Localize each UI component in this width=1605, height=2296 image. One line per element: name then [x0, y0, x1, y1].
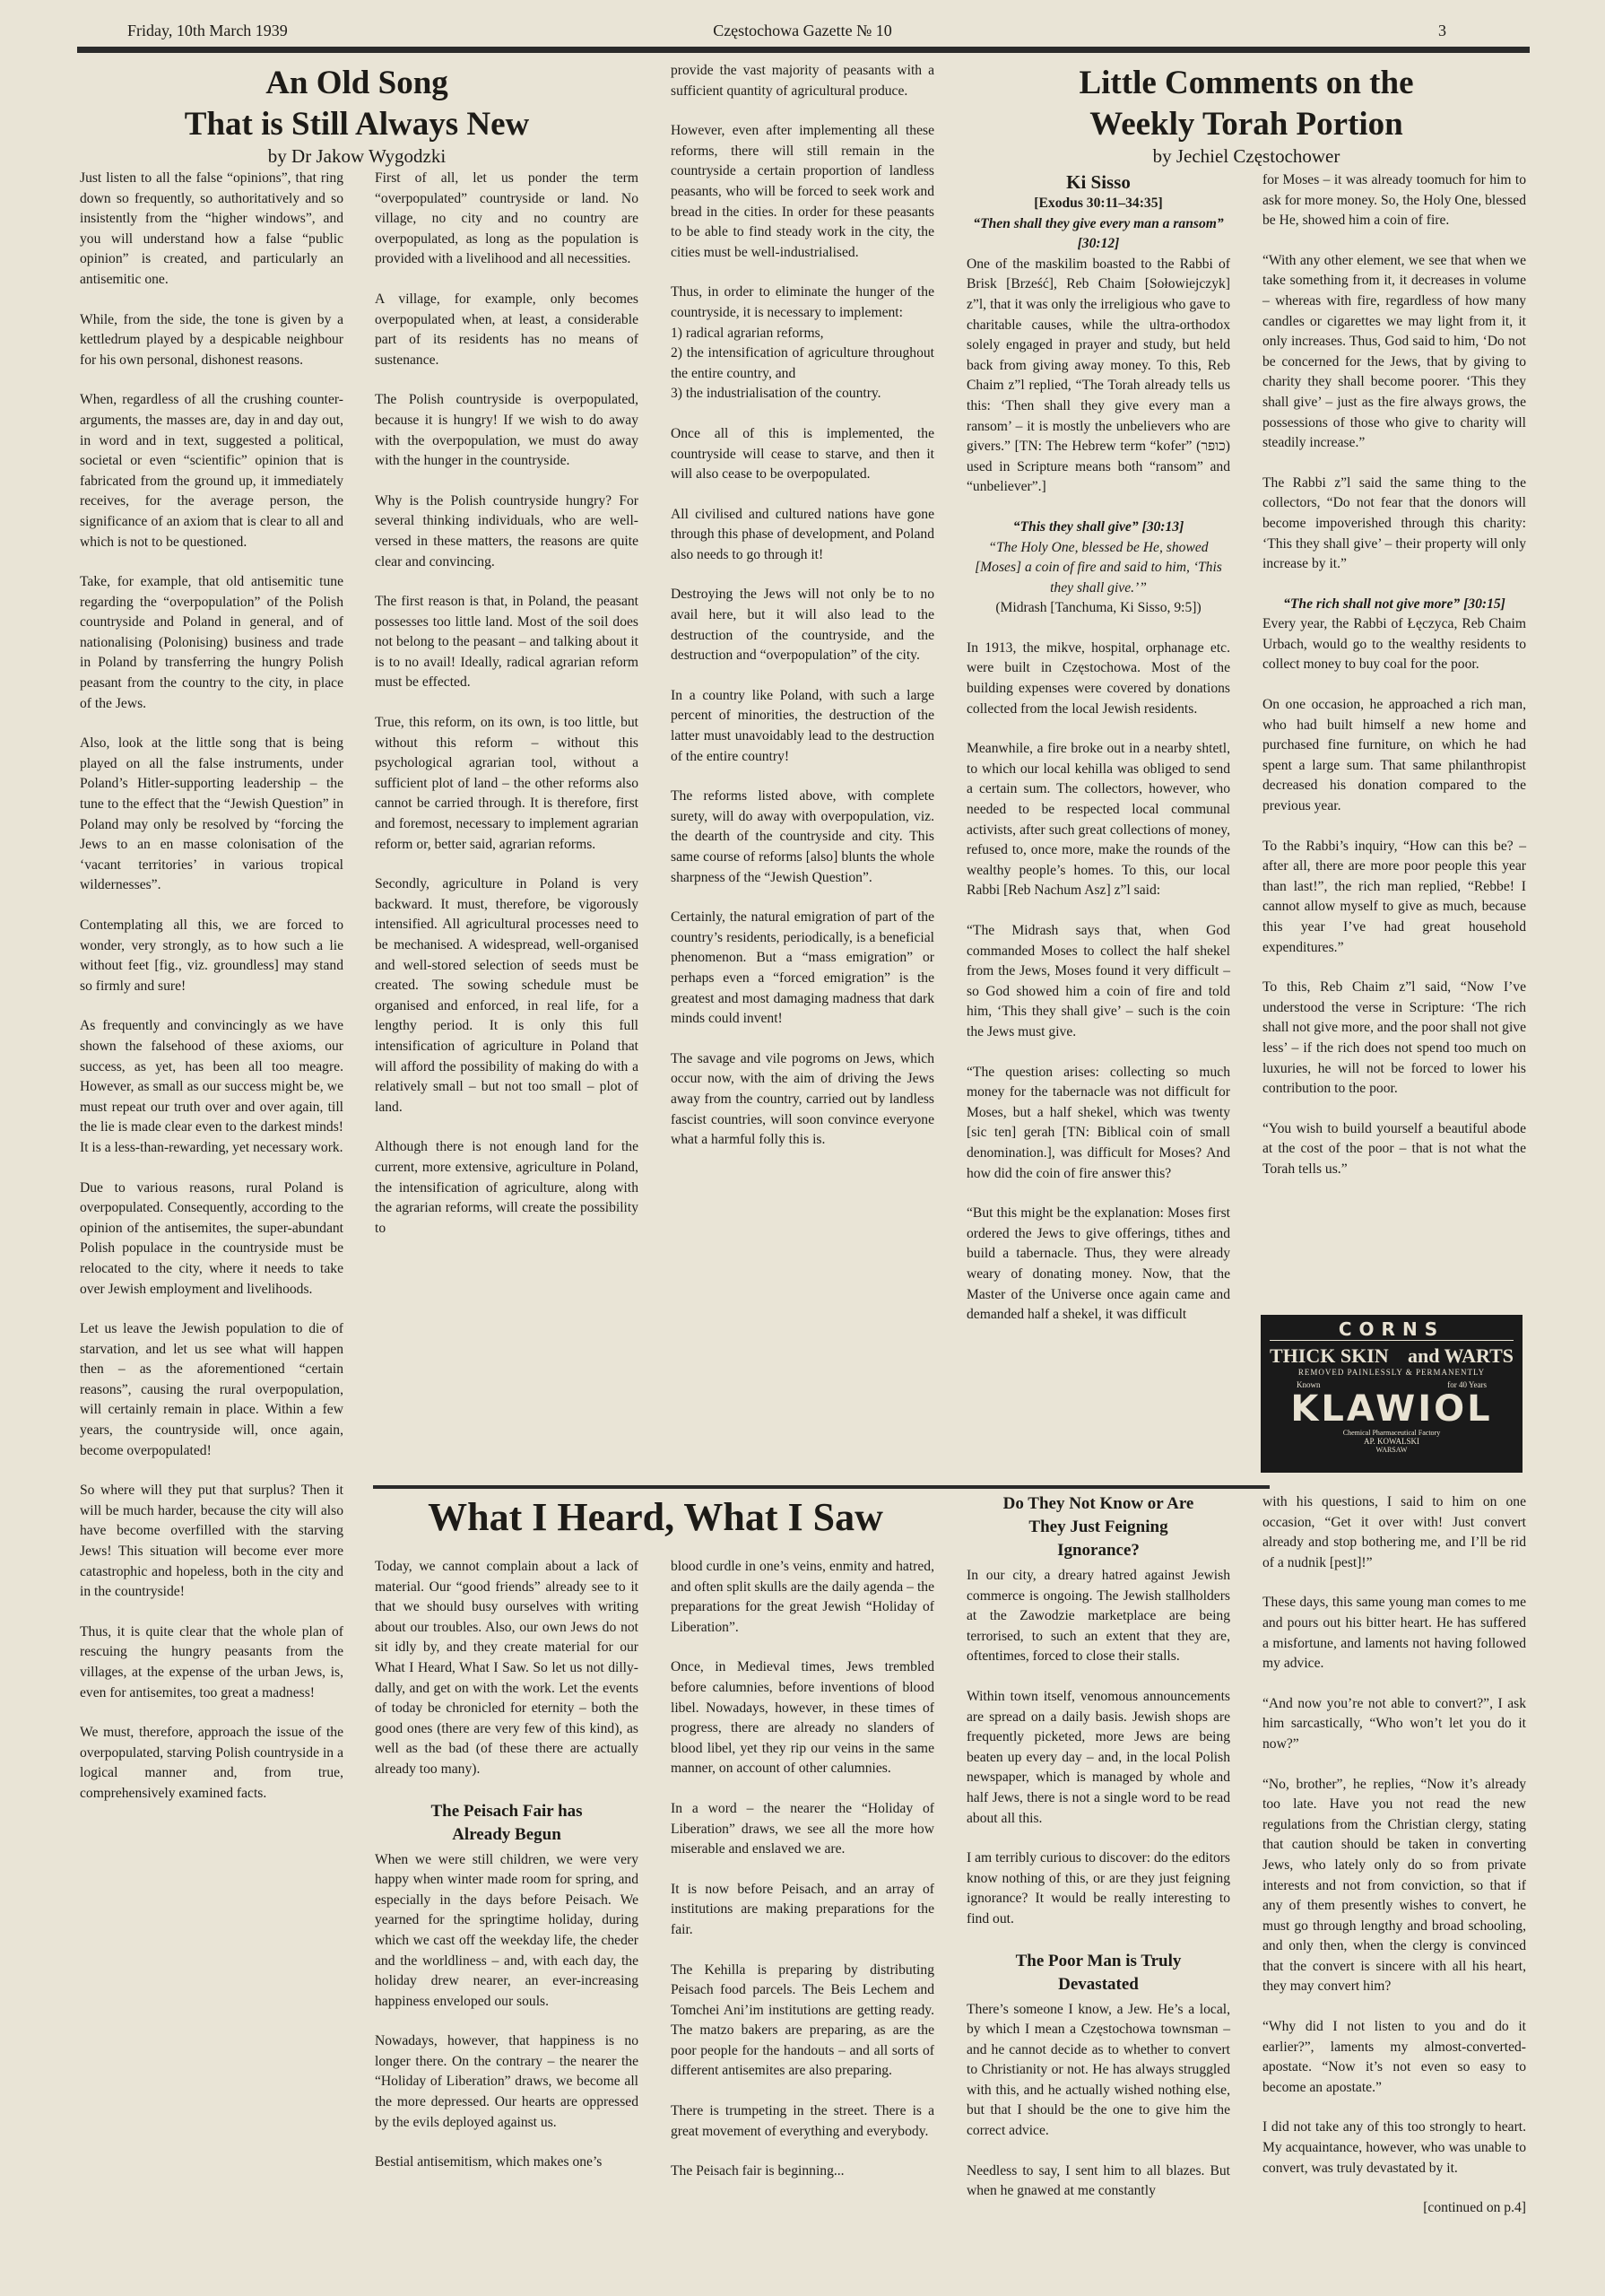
paragraph: Meanwhile, a fire broke out in a nearby shtetl, to which our local kehilla was obliged to send a certain sum. The collectors, however, who needed to be respected local communal activists, after such great collections of money, refused to, once more, make the rounds of the wealthy people’s homes. To this, our local Rabbi [Reb Nachum Asz] z”l said:: [967, 741, 1230, 899]
paragraph: We must, therefore, approach the issue of the overpopulated, starving Polish countryside in a logical manner and, from true, comprehensively examined facts.: [80, 1725, 343, 1801]
paragraph: All civilised and cultured nations have gone through this phase of development, and Poland also needs to go through it!: [671, 506, 934, 562]
article2-byline: by Jechiel Częstochower: [1152, 145, 1340, 167]
paragraph: As frequently and convincingly as we have shown the falsehood of these axioms, our success, as yet, has been all too meagre. However, as small as our success might be, we must repeat our truth over and over again, till the lie is made clear even to the darkest minds! It is a less-than-rewarding, yet necessary work.: [80, 1018, 343, 1155]
article2-column-1: [967, 170, 1230, 1345]
article3-column-2: [671, 1557, 934, 2202]
paragraph: Why is the Polish countryside hungry? For several thinking individuals, who are well-versed in these matters, the reasons are quite clear and convincing.: [375, 492, 638, 570]
paragraph: So where will they put that surplus? Then it will be much harder, because the city will also have become overfilled with the starving Jews! This situation will become ever more catastrophic and hopeless, both in the city and in the countryside!: [80, 1483, 343, 1600]
ad-thick-skin: THICK SKIN: [1270, 1344, 1389, 1367]
paragraph: “But this might be the explanation: Moses first ordered the Jews to give offerings, tithes and build a tabernacle. Thus, they were already weary of donating money. Now, that the Master of the Universe once again came and demanded half a shekel, it was difficult: [967, 1205, 1230, 1323]
header-date: Friday, 10th March 1939: [127, 22, 288, 39]
paragraph: To the Rabbi’s inquiry, “How can this be? – after all, there are more poor people this year than last!”, the rich man replied, “Rebbe! I cannot allow myself to give as much, because this year I’ve had great household expenditures.”: [1262, 838, 1526, 955]
paragraph: Thus, it is quite clear that the whole plan of rescuing the hungry peasants from the villages, at the expense of the urban Jews, is, even for antisemites, too great a madness!: [80, 1623, 343, 1700]
ad-corns: CORNS: [1270, 1318, 1514, 1341]
paragraph: Secondly, agriculture in Poland is very backward. It must, therefore, be vigorously intensified. All agricultural processes need to be mechanised. A widespread, well-organised and well-stored selection of seeds must be created. The sowing schedule must be organised and enforced, in real life, for a lengthy period. It is only this full intensification of agriculture in Poland that will afford the possibility of making do with a relatively small – but not too small – plot of land.: [375, 876, 638, 1115]
paragraph: On one occasion, he approached a rich man, who had built himself a new home and purchased fine furniture, on which he had spent a large sum. That same philanthropist decreased his donation compared to the previous year.: [1262, 697, 1526, 814]
paragraph: It is now before Peisach, and an array of institutions are making preparations for the fair.: [671, 1881, 934, 1937]
midrash-source: (Midrash [Tanchuma, Ki Sisso, 9:5]): [995, 600, 1202, 616]
continued-note: [continued on p.4]: [1423, 2200, 1526, 2216]
paragraph: Once, in Medieval times, Jews trembled before calumnies, before inventions of blood libel. Nowadays, however, in these times of progress, there are already no slanders of blood libel, yet they rip our veins in the same manner, on account of other calumnies.: [671, 1659, 934, 1777]
article2-title-line2: Weekly Torah Portion: [1089, 106, 1403, 143]
article3-column-4: [1262, 1492, 1526, 2219]
paragraph: “With any other element, we see that when we take something from it, it decreases in volume – whereas with fire, regardless of how many candles or cigarettes we may light from it, it only increases. Thus, God said to him, ‘Do not be concerned for the Jews, that by giving to charity they shall become poorer. ‘This they shall give’ – just as the fire always grows, the possessions of those who give to charity will steadily increase.”: [1262, 252, 1526, 451]
paragraph: The Kehilla is preparing by distributing Peisach food parcels. The Beis Lechem and Tomchei Ani’im institutions are getting ready. The matzo bakers are preparing, as are the poor people for the handouts – and all sorts of different antisemites are also preparing.: [671, 1961, 934, 2079]
bottom-section-rule: [373, 1485, 1270, 1489]
article1-byline: by Dr Jakow Wygodzki: [267, 145, 447, 167]
paragraph: While, from the side, the tone is given by a kettledrum played by a despicable neighbour for his own personal, dishonest reasons.: [80, 311, 343, 368]
paragraph: A village, for example, only becomes overpopulated when, at least, a considerable part of its residents has no means of sustenance.: [375, 291, 638, 368]
paragraph: Due to various reasons, rural Poland is overpopulated. Consequently, according to the opinion of the antisemites, the super-abundant Polish populace in the countryside must be relocated to the city, where it needs to take over Jewish employment and livelihoods.: [80, 1179, 343, 1297]
paragraph: In 1913, the mikve, hospital, orphanage etc. were built in Częstochowa. Most of the building expenses were covered by donations collected from the local Jewish residents.: [967, 639, 1230, 717]
paragraph: 1) radical agrarian reforms,: [671, 325, 824, 341]
paragraph: One of the maskilim boasted to the Rabbi of Brisk [Brześć], Reb Chaim [Sołowiejczyk] z”l, that it was only the irreligious who gave to charitable causes, while the ultra-orthodox solely engaged in prayer and study, but held back from giving away money. To this, Reb Chaim z”l replied, “The Torah already tells us this: ‘Then shall they give every man a ransom’ – it is mostly the unbelievers who are givers.” [TN: The Hebrew term “kofer” (כופר) used in Scripture means both “ransom” and “unbeliever”.]: [967, 256, 1230, 495]
peisach-fair-subheading: The Peisach Fair has Already Begun: [430, 1801, 583, 1844]
paragraph: Needless to say, I sent him to all blazes. But when he gnawed at me constantly: [967, 2162, 1230, 2199]
paragraph: However, even after implementing all these reforms, there will still remain in the countryside a certain proportion of landless peasants, who will be forced to seek work and bread in the cities. In order for these peasants to be able to find steady work in the city, the cities must be well-industrialised.: [671, 123, 934, 260]
paragraph: Every year, the Rabbi of Łęczyca, Reb Chaim Urbach, would go to the wealthy residents to collect money to buy coal for the poor.: [1262, 616, 1526, 673]
paragraph: Today, we cannot complain about a lack of material. Our “good friends” already see to it that we should busy ourselves with writing about our troubles. Also, our own Jews do not sit idly by, and they create material for our What I Heard, What I Saw. So let us not dilly-dally, and get on with the work. Let the events of today be chronicled for eternity – both the good ones (there are very few of this kind), as well as the bad (of these there are actually already too many).: [375, 1559, 638, 1777]
paragraph: In a country like Poland, with such a large percent of minorities, the destruction of the latter must unavoidably lead to the destruction of the entire country!: [671, 687, 934, 764]
paragraph: provide the vast majority of peasants with a sufficient quantity of agricultural produce.: [671, 63, 934, 99]
header-page-number: 3: [1438, 22, 1446, 39]
paragraph: The reforms listed above, with complete surety, will do away with overpopulation, viz. the dearth of the countryside and city. This same course of reforms [also] blunts the whole sharpness of the “Jewish Question”.: [671, 788, 934, 885]
paragraph: Within town itself, venomous announcements are spread on a daily basis. Jewish shops are frequently picketed, more Jews are being beaten up every day – and, in the local Polish newspaper, which is managed by whole and half Jews, there is not a single word to be read about all this.: [967, 1688, 1230, 1826]
paragraph: Let us leave the Jewish population to die of starvation, and let us see what will happen then – as the aforementioned “certain reasons”, causing the rural overpopulation, will certainly remain in place. Within a few years, the countryside will, once again, become overpopulated!: [80, 1321, 343, 1458]
midrash-quote: “The Holy One, blessed be He, showed [Moses] a coin of fire and said to him, ‘This they shall give.’”: [975, 539, 1222, 596]
paragraph: Certainly, the natural emigration of part of the country’s residents, periodically, is a beneficial phenomenon. But a “mass emigration” or perhaps even a “forced emigration” is the greatest and most damaging madness that dark minds could invent!: [671, 909, 934, 1027]
paragraph: blood curdle in one’s veins, enmity and hatred, and often split skulls are the daily agenda – the preparations for the great Jewish “Holiday of Liberation”.: [671, 1559, 934, 1635]
paragraph: The savage and vile pogroms on Jews, which occur now, with the aim of driving the Jews away from the country, carried out by landless fascist countries, will soon convince everyone what a harmful folly this is.: [671, 1050, 934, 1148]
paragraph: Contemplating all this, we are forced to wonder, very strongly, as to how such a lie without feet [fig., viz. groundless] may stand so firmly and sure!: [80, 918, 343, 994]
paragraph: In a word – the nearer the “Holiday of Liberation” draws, we see all the more how miserable and enslaved we are.: [671, 1800, 934, 1857]
paragraph: Destroying the Jews will not only be to no avail here, but it will also lead to the destruction of the countryside, and the destruction and “overpopulation” of the city.: [671, 587, 934, 664]
article1-column-3: [671, 61, 934, 1170]
ad-known: Known: [1297, 1380, 1321, 1389]
paragraph: “And now you’re not able to convert?”, I ask him sarcastically, “Who won’t let you do it now?”: [1262, 1695, 1526, 1752]
header-paper-title: Częstochowa Gazette № 10: [713, 22, 892, 39]
feigning-ignorance-subheading: Do They Not Know or Are They Just Feigning Ignorance?: [1002, 1494, 1194, 1560]
paragraph: The Polish countryside is overpopulated, because it is hungry! If we wish to do away with the overpopulation, we must do away with the hunger in the countryside.: [375, 392, 638, 469]
quote-rich-shall-not: “The rich shall not give more” [30:15]: [1283, 596, 1505, 612]
paragraph: True, this reform, on its own, is too little, but without this reform – without this psychological agrarian tool, without a sufficient plot of land – the other reforms also cannot be carried through. It is therefore, first and foremost, necessary to implement agrarian reform or, better said, agrarian reforms.: [375, 715, 638, 852]
article3-column-3: [967, 1492, 1230, 2202]
paragraph: First of all, let us ponder the term “overpopulated” countryside or land. No village, no city and no country are overpopulated, as long as the population is provided with a livelihood and all necessities.: [375, 170, 638, 267]
paragraph: The first reason is that, in Poland, the peasant possesses too little land. Most of the soil does not belong to the peasant – and talking about it is to no avail! Ideally, radical agrarian reform must be effected.: [375, 594, 638, 691]
poor-man-subheading: The Poor Man is Truly Devastated: [1015, 1951, 1182, 1994]
paragraph: The Peisach fair is beginning...: [671, 2163, 845, 2179]
paragraph: 2) the intensification of agriculture throughout the entire country, and: [671, 345, 934, 381]
paragraph: There is trumpeting in the street. There is a great movement of everything and everybody.: [671, 2103, 934, 2139]
article1-column-1: [80, 169, 343, 1824]
article2-title-line1: Little Comments on the: [1079, 65, 1414, 101]
ad-years: for 40 Years: [1447, 1380, 1487, 1389]
ad-city: WARSAW: [1375, 1446, 1408, 1454]
paragraph: The Rabbi z”l said the same thing to the collectors, “Do not fear that the donors will become impoverished through this charity: ‘This they shall give’ – their property will only increase by it.”: [1262, 474, 1526, 572]
paragraph: Bestial antisemitism, which makes one’s: [375, 2154, 603, 2170]
paragraph: To this, Reb Chaim z”l said, “Now I’ve understood the verse in Scripture: ‘The rich shall not give more, and the poor shall not give less’ – if the rich does not spend too much on luxuries, he will not be forced to lower his contribution to the poor.: [1262, 979, 1526, 1097]
article3-column-1: [375, 1557, 638, 2173]
paragraph: Just listen to all the false “opinions”, that ring down so frequently, so authoritatively and so insistently from the “higher windows”, and you will understand how a false “public opinion” is created, and particularly an antisemitic one.: [80, 170, 343, 287]
paragraph: Once all of this is implemented, the countryside will cease to starve, and then it will also cease to be overpopulated.: [671, 425, 934, 483]
ad-maker: AP. KOWALSKI: [1363, 1437, 1419, 1446]
article1-heading: [79, 63, 635, 168]
paragraph: “Why did I not listen to you and do it earlier?”, laments my almost-converted-apostate. “Now it’s not even so easy to become an apostate.”: [1262, 2019, 1526, 2095]
paragraph: These days, this same young man comes to me and pours out his bitter heart. He has suffered a misfortune, and laments not having followed my advice.: [1262, 1595, 1526, 1672]
paragraph: There’s someone I know, a Jew. He’s a local, by which I mean a Częstochowa townsman – and he cannot decide as to whether to convert to Christianity or not. He has always struggled with this, and he actually wished nothing else, but that I should be the one to give him the correct advice.: [967, 2001, 1230, 2139]
paragraph: I am terribly curious to discover: do the editors know nothing of this, or are they just feigning ignorance? It would be really interesting to find out.: [967, 1850, 1230, 1926]
paragraph: “The question arises: collecting so much money for the tabernacle was not difficult for Moses, but a half shekel, which was twenty [sic ten] gerah [TN: Biblical coin of small denomination.], was difficult for Moses? And how did the coin of fire answer this?: [967, 1064, 1230, 1181]
article3-heading: [375, 1492, 936, 1543]
ad-removed: REMOVED PAINLESSLY & PERMANENTLY: [1297, 1368, 1486, 1377]
paragraph: with his questions, I said to him on one occasion, “Get it over with! Just convert already and stop bothering me, and I’ll be rid of a nudnik [pest]!”: [1262, 1494, 1526, 1570]
article1-column-2: [375, 169, 638, 1258]
article3-title: What I Heard, What I Saw: [428, 1495, 883, 1539]
quote-ransom: “Then shall they give every man a ransom” [30:12]: [973, 215, 1224, 252]
paragraph: Nowadays, however, that happiness is no longer there. On the contrary – the nearer the “Holiday of Liberation” draws, we become all the more depressed. Our hearts are oppressed by the evils deployed against us.: [375, 2033, 638, 2130]
paragraph: I did not take any of this too strongly to heart. My acquaintance, however, who was unable to convert, was truly devastated by it.: [1262, 2119, 1526, 2176]
torah-portion-ref: [Exodus 30:11–34:35]: [1034, 196, 1163, 211]
paragraph: When, regardless of all the crushing counter-arguments, the masses are, day in and day out, in word and in text, suggested a political, societal or even “scientific” opinion that is fabricated from the ground up, it immediately receives, for the average person, the significance of an axiom that is clear to all and which is not to be questioned.: [80, 392, 343, 550]
corns-advertisement: [1261, 1315, 1523, 1473]
paragraph: “No, brother”, he replies, “Now it’s already too late. Have you not read the new regulations from the Christian clergy, stating that caution should be taken in converting Jews, who lately only do so from private interests and not from conviction, so that if any of them presently wishes to convert, he must go through lengthy and broad schooling, and only then, when the clergy is convinced that the convert is sincere with all his heart, they may convert him?: [1262, 1776, 1526, 1995]
paragraph: for Moses – it was already toomuch for him to ask for more money. So, the Holy One, blessed be He, showed him a coin of fire.: [1262, 172, 1526, 229]
paragraph: Although there is not enough land for the current, more extensive, agriculture in Poland, the intensification of agriculture, along with the agrarian reforms, will create the possibility to: [375, 1139, 638, 1236]
header-rule: [77, 47, 1530, 53]
ad-factory: Chemical Pharmaceutical Factory: [1342, 1429, 1441, 1437]
article2-column-2: [1262, 170, 1526, 1200]
paragraph: 3) the industrialisation of the country.: [671, 386, 881, 402]
ad-brand: KLAWIOL: [1290, 1388, 1493, 1430]
ad-warts: and WARTS: [1407, 1344, 1514, 1367]
article1-title-line2: That is Still Always New: [184, 106, 530, 143]
article2-heading: [967, 63, 1526, 168]
torah-portion-name: Ki Sisso: [1066, 171, 1131, 193]
paragraph: In our city, a dreary hatred against Jewish commerce is ongoing. The Jewish stallholders at the Zawodzie marketplace are being terrorised, to such an extent that they are, oftentimes, forced to close their stalls.: [967, 1568, 1230, 1665]
article1-title-line1: An Old Song: [265, 65, 448, 101]
quote-this-they-shall-give: “This they shall give” [30:13]: [1012, 518, 1184, 535]
paragraph: Take, for example, that old antisemitic tune regarding the “overpopulation” of the Polish countryside and Poland in general, and of nationalising (Polonising) business and trade in Poland by transferring the hungry Polish peasant from the country to the city, in place of the Jews.: [80, 574, 343, 711]
paragraph: “You wish to build yourself a beautiful abode at the cost of the poor – that is not what the Torah tells us.”: [1262, 1120, 1526, 1177]
paragraph: Also, look at the little song that is being played on all the false instruments, under Poland’s Hitler-supporting leadership – the tune to the effect that the “Jewish Question” in Poland may only be resolved by “forcing the Jews to an en masse colonisation of the ‘vacant territories’ in various tropical wildernesses”.: [80, 735, 343, 893]
paragraph: “The Midrash says that, when God commanded Moses to collect the half shekel from the Jews, Moses found it very difficult – so God showed him a coin of fire and told him, ‘This they shall give’ – such is the coin the Jews must give.: [967, 923, 1230, 1039]
paragraph: Thus, in order to eliminate the hunger of the countryside, it is necessary to implement:: [671, 284, 934, 320]
paragraph: When we were still children, we were very happy when winter made room for spring, and especially in the days before Peisach. We yearned for the springtime holiday, during which we cast off the weekday life, the cheder and the worldliness – and, with each day, the holiday drew nearer, an ever-increasing happiness enveloped our souls.: [375, 1851, 638, 2009]
